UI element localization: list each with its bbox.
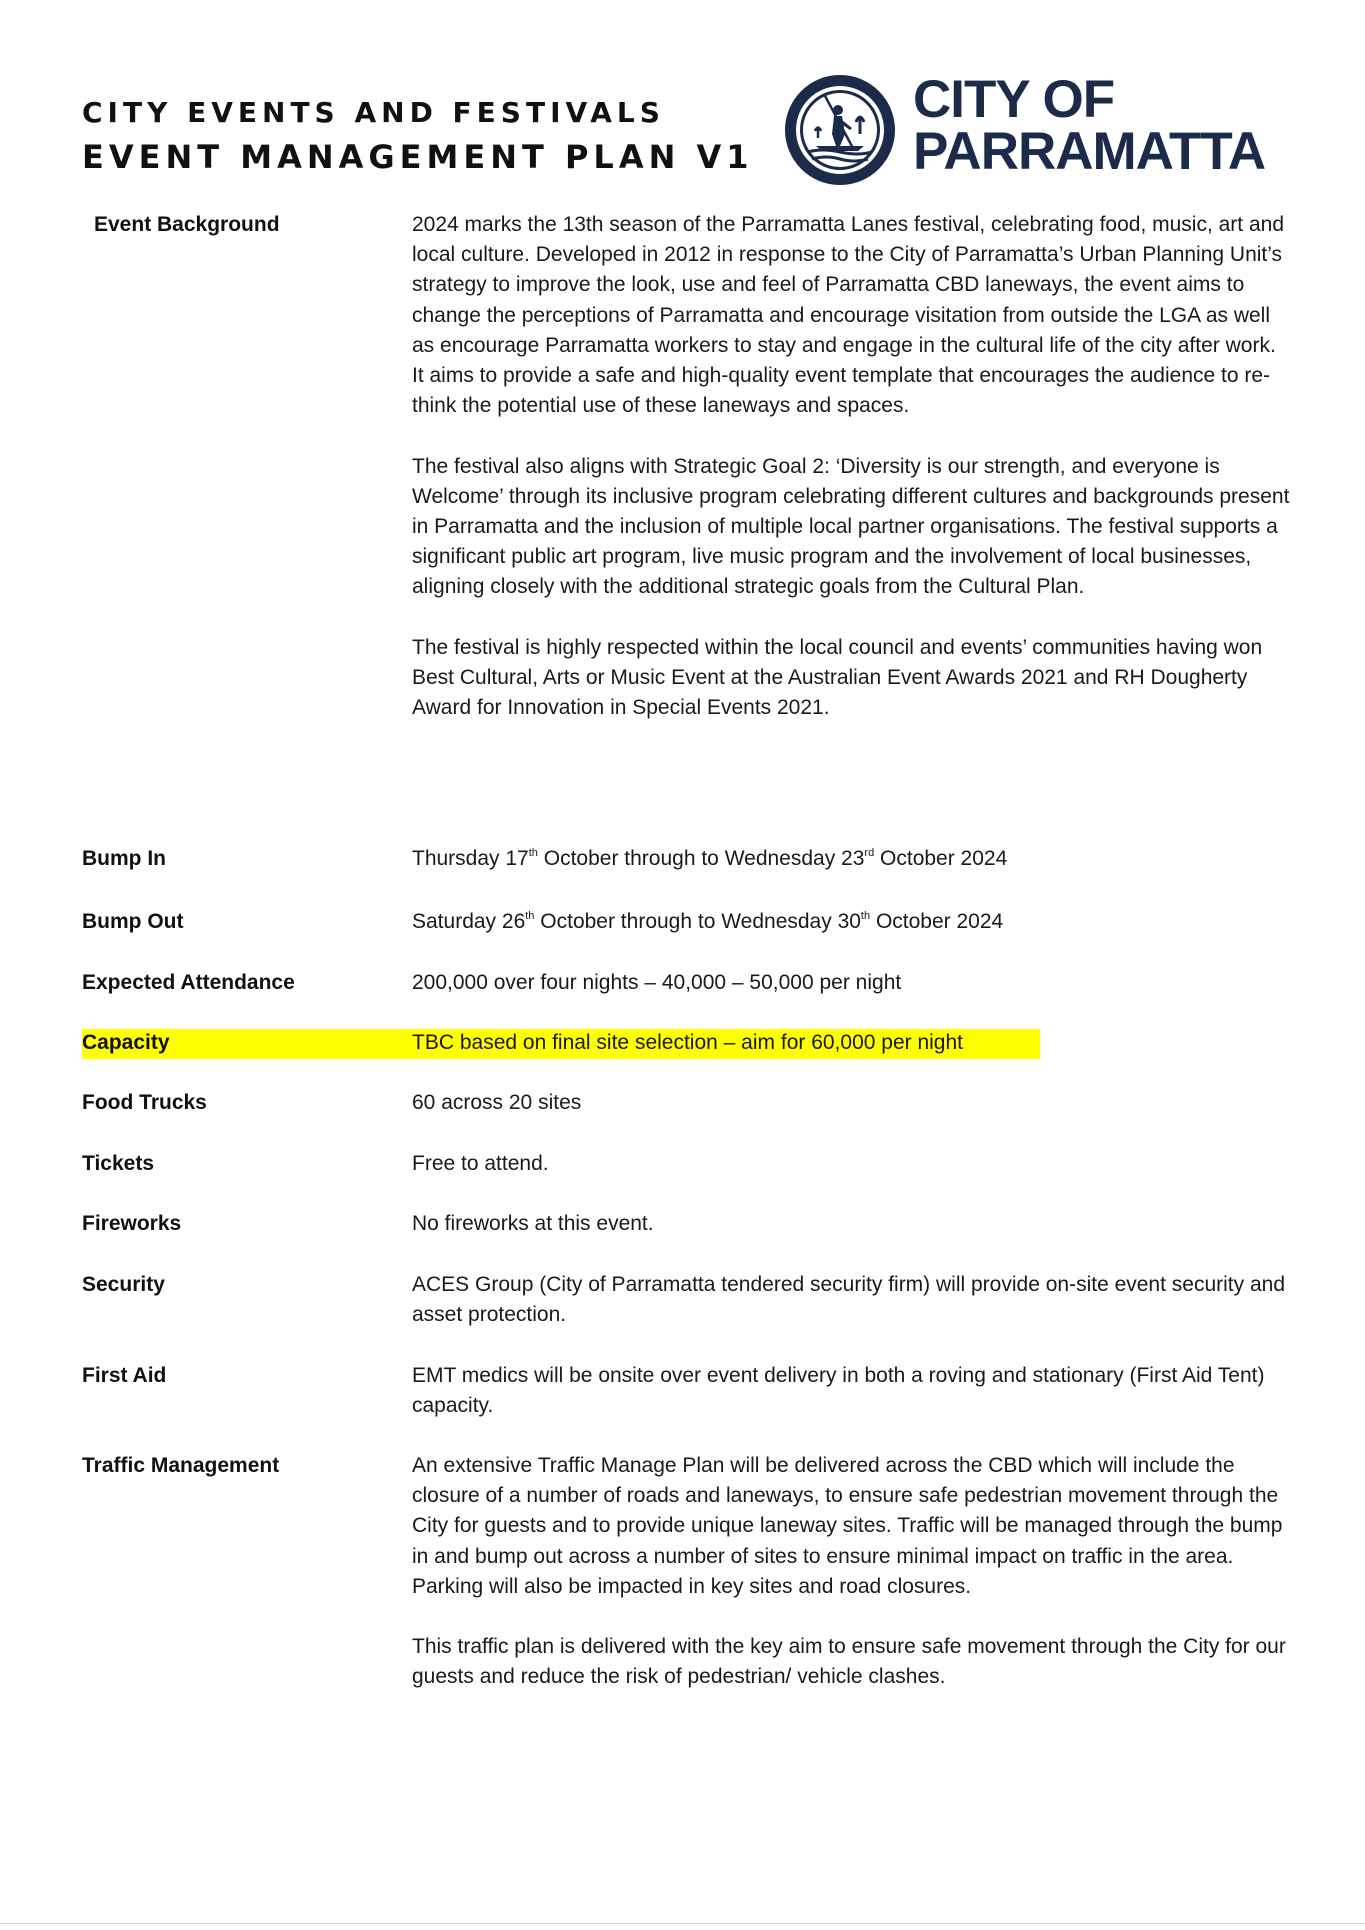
row-label: Event Background	[94, 213, 280, 236]
ordinal-suffix: rd	[864, 847, 875, 859]
paragraph: The festival also aligns with Strategic Goal 2: ‘Diversity is our strength, and everyone is Welcome’ through its inclusive program celebrating different cultures and backgrounds present in Parramatta and the inclusion of multiple local partner organisations. The festival supports a significant public art program, live music program and the involvement of local businesses, aligning closely with the additional strategic goals from the Cultural Plan.	[412, 454, 1290, 599]
row-label: Food Trucks	[82, 1091, 207, 1114]
row-value	[412, 1451, 1292, 1693]
logo-text-line1: CITY OF	[913, 70, 1115, 129]
row-label: Fireworks	[82, 1212, 182, 1235]
date-text: October through to Wednesday 30	[534, 910, 861, 933]
ordinal-suffix: th	[860, 910, 871, 922]
row-value	[412, 844, 1292, 874]
paragraph: This traffic plan is delivered with the key aim to ensure safe movement through the City for our guests and reduce the risk of pedestrian/ vehicle clashes.	[412, 1635, 1286, 1689]
row-value: TBC based on final site selection – aim for 60,000 per night	[412, 1031, 963, 1054]
row-label: Capacity	[82, 1031, 170, 1054]
row-label: Security	[82, 1273, 165, 1296]
row-value: 60 across 20 sites	[412, 1091, 582, 1114]
paragraph: 2024 marks the 13th season of the Parramatta Lanes festival, celebrating food, music, art and local culture. Developed in 2012 in response to the City of Parramatta’s Urban Planning Unit’s strategy to improve the look, use and feel of Parramatta CBD laneways, the event aims to change the perceptions of Parramatta and encourage visitation from outside the LGA as well as encourage Parramatta workers to stay and engage in the cultural life of the city after work. It aims to provide a safe and high-quality event template that encourages the audience to re-think the potential use of these laneways and spaces.	[412, 213, 1284, 418]
row-label: First Aid	[82, 1364, 167, 1387]
row-value	[412, 907, 1292, 937]
date-text: Saturday 26	[412, 910, 526, 933]
row-value: EMT medics will be onsite over event delivery in both a roving and stationary (First Aid Tent) capacity.	[412, 1364, 1265, 1418]
paragraph: An extensive Traffic Manage Plan will be delivered across the CBD which will include the closure of a number of roads and laneways, to ensure safe pedestrian movement through the City for guests and to provide unique laneway sites. Traffic will be managed through the bump in and bump out across a number of sites to ensure minimal impact on traffic in the area. Parking will also be impacted in key sites and road closures.	[412, 1454, 1283, 1598]
ordinal-suffix: th	[528, 847, 538, 859]
row-value: Free to attend.	[412, 1152, 549, 1175]
row-value: No fireworks at this event.	[412, 1212, 654, 1235]
paragraph: The festival is highly respected within the local council and events’ communities having won Best Cultural, Arts or Music Event at the Australian Event Awards 2021 and RH Dougherty Award for Innovation in Special Events 2021.	[412, 635, 1263, 720]
row-label: Traffic Management	[82, 1454, 280, 1477]
date-text: Thursday 17	[412, 847, 529, 870]
date-text: October 2024	[874, 847, 1008, 870]
row-label: Tickets	[82, 1152, 154, 1175]
row-label: Bump In	[82, 847, 166, 870]
row-value: 200,000 over four nights – 40,000 – 50,000 per night	[412, 971, 902, 994]
document-header	[82, 70, 1282, 190]
document-title-line2: EVENT MANAGEMENT PLAN V1	[82, 138, 754, 176]
ordinal-suffix: th	[525, 910, 535, 922]
row-value	[412, 210, 1292, 723]
date-text: October 2024	[870, 910, 1004, 933]
parramatta-emblem-icon	[782, 72, 898, 188]
logo-wordmark	[913, 70, 1266, 181]
row-label: Bump Out	[82, 910, 184, 933]
logo-text-line2: PARRAMATTA	[913, 122, 1266, 181]
date-text: October through to Wednesday 23	[537, 847, 865, 870]
document-title-line1: CITY EVENTS AND FESTIVALS	[82, 96, 665, 129]
city-of-parramatta-logo	[782, 72, 1282, 192]
page-edge-divider	[0, 1923, 1365, 1924]
row-value: ACES Group (City of Parramatta tendered security firm) will provide on-site event security and asset protection.	[412, 1273, 1286, 1327]
row-label: Expected Attendance	[82, 971, 295, 994]
